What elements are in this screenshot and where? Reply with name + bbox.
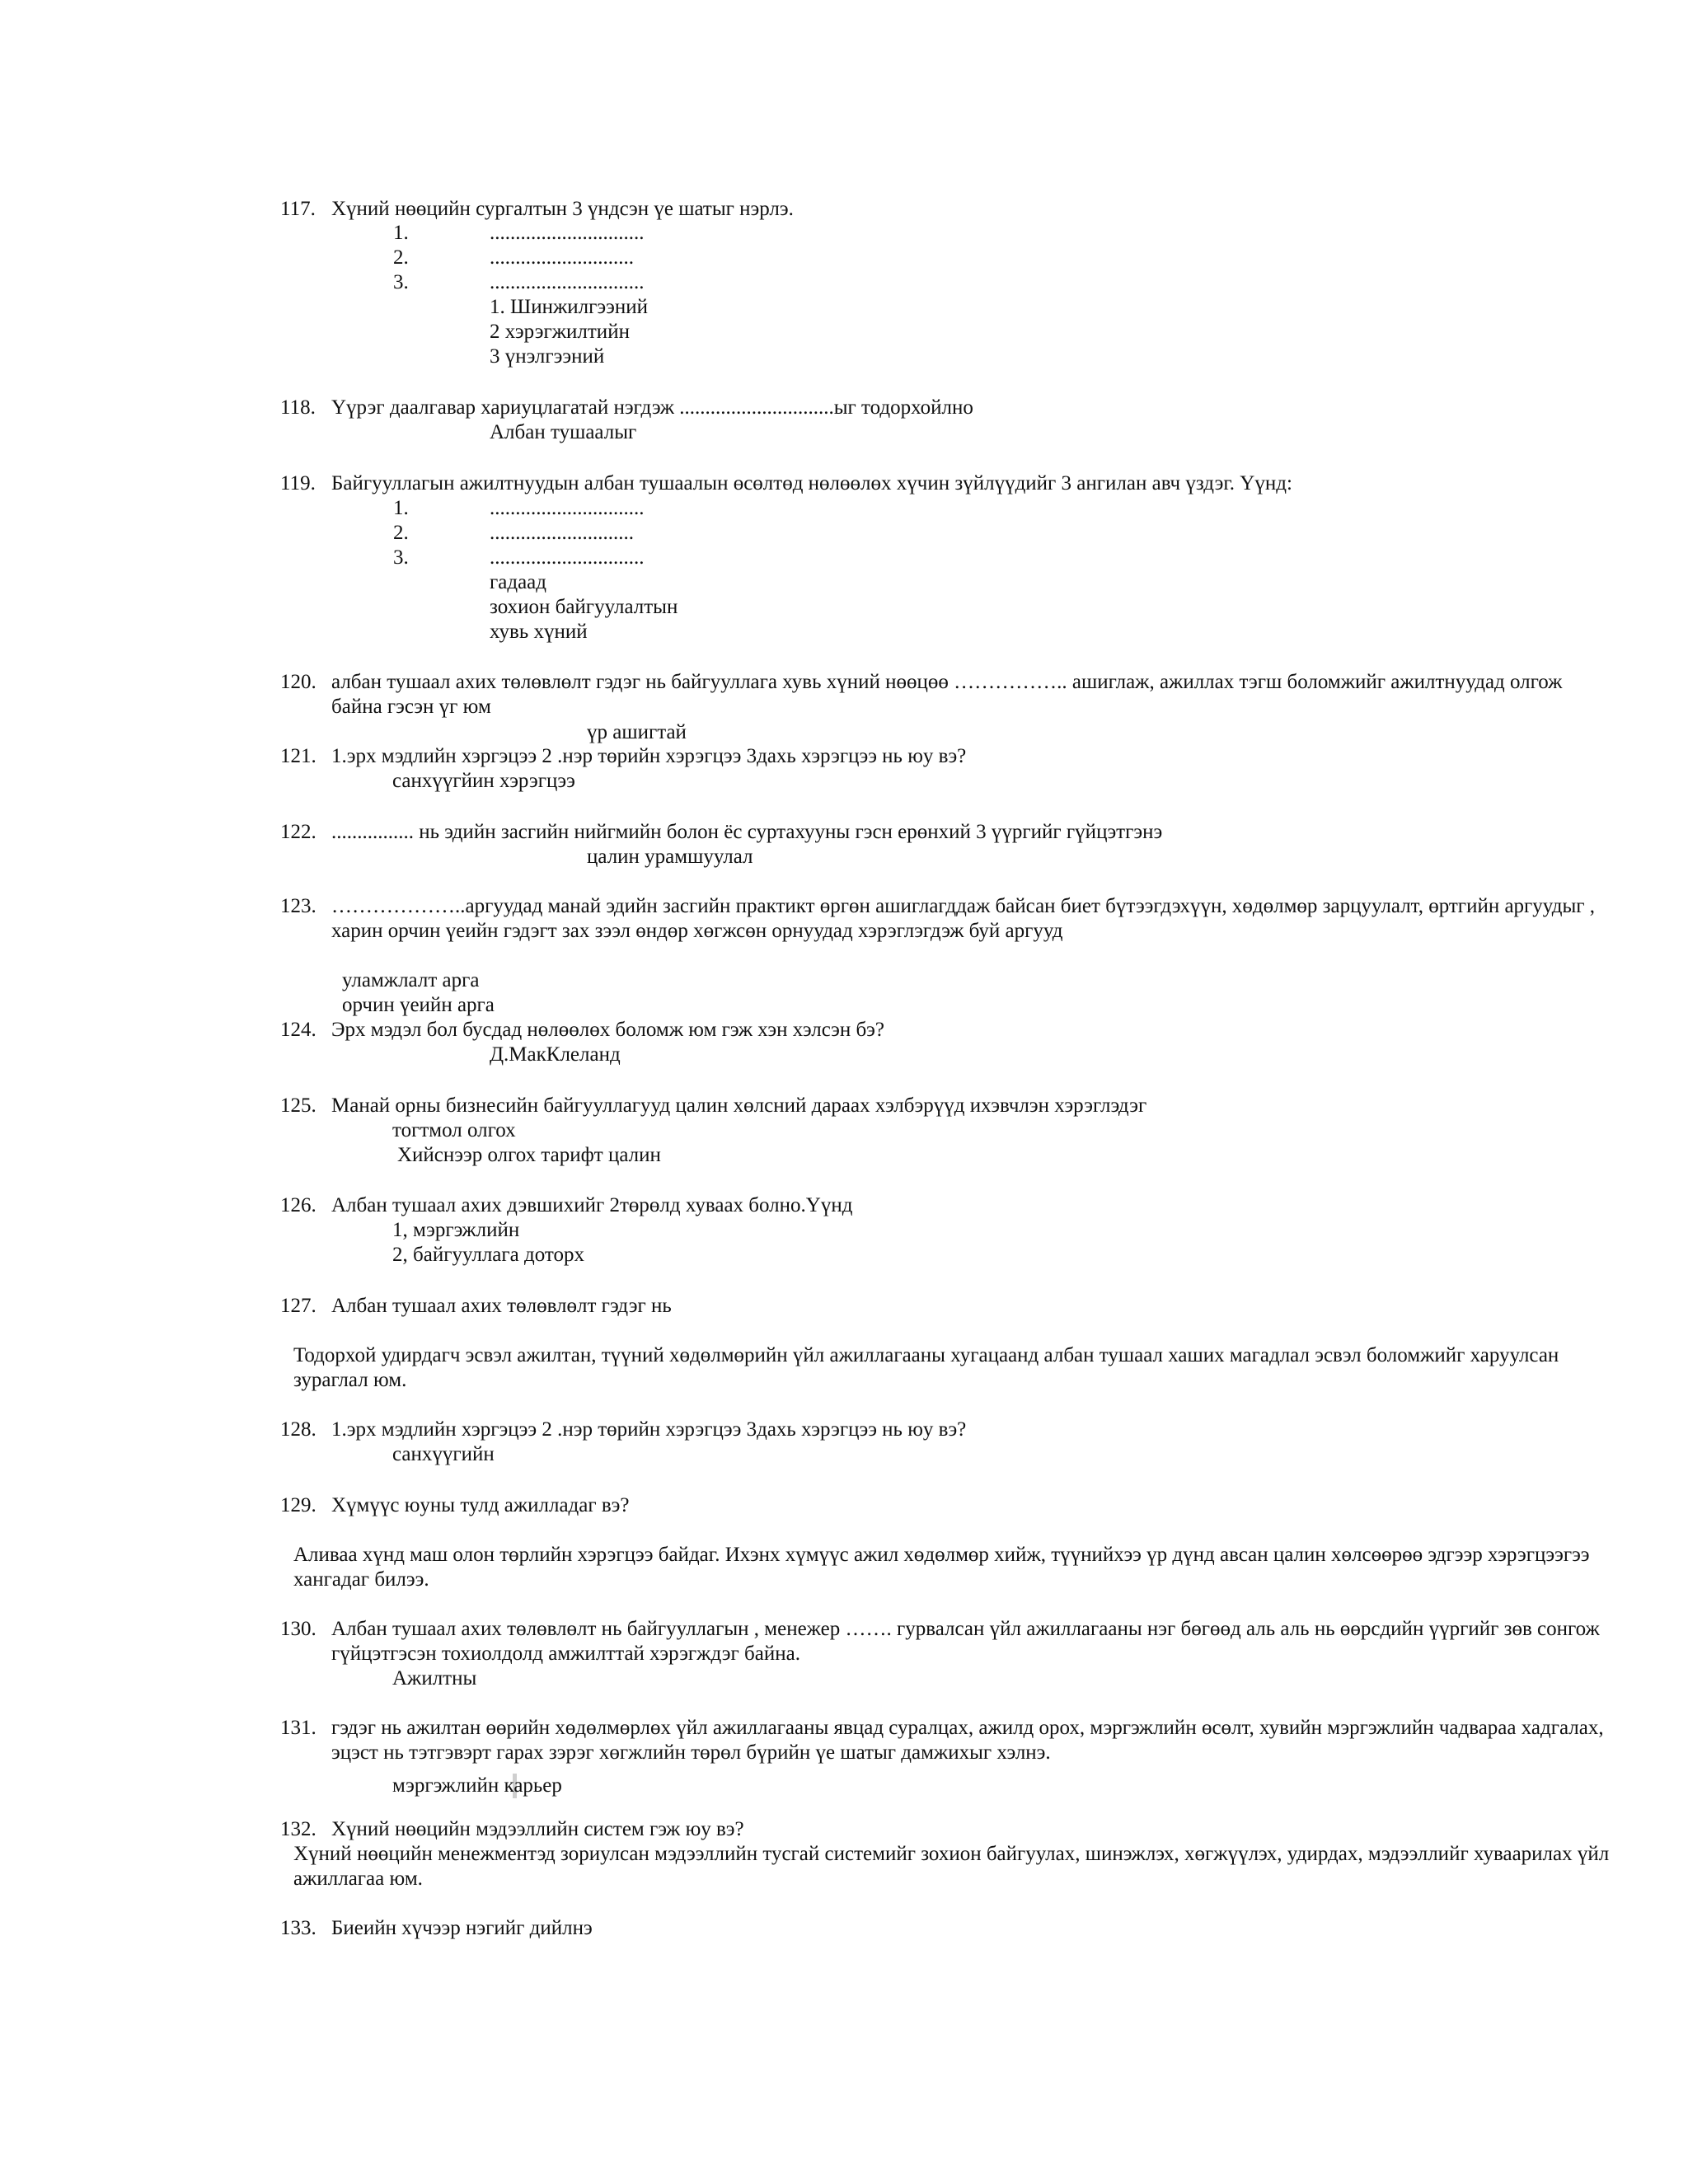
answer-line: зохион байгуулалтын [490,596,678,618]
question-text: Албан тушаал ахих төлөвлөлт гэдэг нь [331,1295,672,1317]
question-number: 132. [280,1818,316,1840]
question-number: 120. [280,671,316,693]
blank-number: 2. [393,522,409,544]
question-text: албан тушаал ахих төлөвлөлт гэдэг нь байгууллага хувь хүний нөөцөө …………….. ашиглаж, ажиллах тэгш боломжийг ажилтнуудад олгож байна гэсэн үг юм [331,671,1563,718]
answer-line: цалин урамшуулал [587,846,753,868]
question-text: гэдэг нь ажилтан өөрийн хөдөлмөрлөх үйл ажиллагааны явцад суралцах, ажилд орох, мэргэжлийн өсөлт, хувийн мэргэжлийн чадвараа хадгалах, эцэст нь тэтгэвэрт гарах зэрэг хөгжлийн төрөл бүрийн үе шатыг дамжихыг хэлнэ. [331,1717,1604,1764]
question-text: Хүмүүс юуны тулд ажилладаг вэ? [331,1494,630,1516]
answer-line: хувь хүний [490,621,588,643]
answer-line: 3 үнэлгээний [490,345,605,368]
question-number: 119. [280,472,316,494]
answer-paragraph: Хүний нөөцийн менежментэд зориулсан мэдээллийн тусгай системийг зохион байгуулах, шинэжлэх, хөгжүүлэх, удирдах, мэдээллийг хуваарилах үйл ажиллагаа юм. [293,1843,1610,1890]
question-text: Албан тушаал ахих дэвшихийг 2төрөлд хуваах болно.Үүнд [331,1194,853,1216]
answer-line: үр ашигтай [587,721,687,743]
blank-number: 3. [393,546,409,569]
question-number: 118. [280,396,316,419]
question-text: Байгууллагын ажилтнуудын албан тушаалын өсөлтөд нөлөөлөх хүчин зүйлүүдийг 3 ангилан авч үздэг. Үүнд: [331,472,1292,494]
question-text: Хүний нөөцийн мэдээллийн систем гэж юу вэ? [331,1818,744,1840]
blank-number: 3. [393,271,409,293]
blank-dots: .............................. [490,222,645,244]
question-text: Хүний нөөцийн сургалтын 3 үндсэн үе шатыг нэрлэ. [331,198,794,220]
answer-line: Ажилтны [392,1667,477,1690]
blank-dots: ............................ [490,522,634,544]
blank-dots: .............................. [490,271,645,293]
question-number: 125. [280,1094,316,1117]
blank-number: 1. [393,497,409,519]
question-number: 124. [280,1019,316,1041]
answer-paragraph: Аливаа хүнд маш олон төрлийн хэрэгцээ байдаг. Ихэнх хүмүүс ажил хөдөлмөр хийж, түүнийхээ үр дүнд авсан цалин хөлсөөрөө эдгээр хэрэгцээгээ хангадаг билээ. [293,1544,1590,1591]
answer-line: уламжлалт арга [342,969,480,991]
question-number: 127. [280,1295,316,1317]
answer-line: Албан тушаалыг [490,421,637,443]
question-text: Үүрэг даалгавар хариуцлагатай нэгдэж ..............................ыг тодорхойлно [331,396,973,419]
blank-dots: .............................. [490,546,645,569]
answer-line: 1. Шинжилгээний [490,296,648,318]
question-text: 1.эрх мэдлийн хэргэцээ 2 .нэр төрийн хэрэгцээ 3дахь хэрэгцээ нь юу вэ? [331,1418,967,1441]
answer-line: Д.МакКлеланд [490,1043,621,1066]
question-number: 133. [280,1917,316,1939]
question-number: 126. [280,1194,316,1216]
answer-line: орчин үеийн арга [342,994,495,1016]
answer-paragraph: Тодорхой удирдагч эсвэл ажилтан, түүний хөдөлмөрийн үйл ажиллагааны хугацаанд албан тушаал хаших магадлал эсвэл боломжийг харуулсан зураглал юм. [293,1344,1559,1391]
answer-line: тогтмол олгох [392,1119,516,1141]
question-number: 123. [280,895,316,917]
question-number: 122. [280,821,316,843]
question-number: 130. [280,1618,316,1640]
answer-line: санхүүгйин хэрэгцээ [392,770,575,792]
answer-line: мэргэжлийн карьер [392,1774,562,1797]
answer-line: 1, мэргэжлийн [392,1219,520,1241]
question-text: Эрх мэдэл бол бусдад нөлөөлөх боломж юм гэж хэн хэлсэн бэ? [331,1019,884,1041]
question-text: 1.эрх мэдлийн хэргэцээ 2 .нэр төрийн хэрэгцээ 3дахь хэрэгцээ нь юу вэ? [331,745,967,767]
question-number: 128. [280,1418,316,1441]
answer-line: 2, байгууллага доторх [392,1244,584,1266]
question-text: Биеийн хүчээр нэгийг дийлнэ [331,1917,593,1939]
answer-line: санхүүгийн [392,1443,495,1465]
question-number: 121. [280,745,316,767]
question-number: 117. [280,198,316,220]
answer-line: 2 хэрэгжилтийн [490,321,630,343]
blank-number: 2. [393,246,409,269]
question-text: Манай орны бизнесийн байгууллагууд цалин хөлсний дараах хэлбэрүүд ихэвчлэн хэрэглэдэг [331,1094,1147,1117]
question-text: ………………..аргуудад манай эдийн засгийн практикт өргөн ашиглагддаж байсан биет бүтээгдэхүүн, хөдөлмөр зарцуулалт, өртгийн аргуудыг , харин орчин үеийн гэдэгт зах зээл өндөр хөгжсөн орнуудад хэрэглэгдэж буй аргууд [331,895,1595,942]
answer-line: Хийснээр олгох тарифт цалин [397,1144,661,1166]
question-text: ................ нь эдийн засгийн нийгмийн болон ёс суртахууны гэсн ерөнхий 3 үүргийг гүйцэтгэнэ [331,821,1163,843]
question-number: 129. [280,1494,316,1516]
question-text: Албан тушаал ахих төлөвлөлт нь байгууллагын , менежер ……. гурвалсан үйл ажиллагааны нэг бөгөөд аль аль нь өөрсдийн үүргийг зөв сонгож гүйцэтгэсэн тохиолдолд амжилттай хэрэгждэг байна. [331,1618,1600,1665]
blank-dots: .............................. [490,497,645,519]
blank-dots: ............................ [490,246,634,269]
blank-number: 1. [393,222,409,244]
answer-line: гадаад [490,571,546,593]
question-number: 131. [280,1717,316,1739]
